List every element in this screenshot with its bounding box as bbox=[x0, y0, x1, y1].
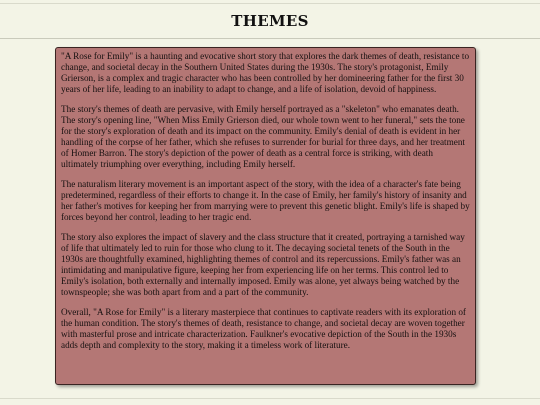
paragraph-conclusion: Overall, "A Rose for Emily" is a literary masterpiece that continues to captivate readers with its exploration of the human condition. The story's themes of death, resistance to change, and societal decay are woven together with masterful prose and intricate characterization. Faulkner's evocative depiction of the South in the 1930s adds depth and complexity to the story, making it a timeless work of literature. bbox=[61, 307, 466, 350]
paragraph-death: The story's themes of death are pervasive, with Emily herself portrayed as a "skeleton" who emanates death. The story's opening line, "When Miss Emily Grierson died, our whole town went to her funeral," sets the tone for the story's exploration of death and its impact on the community. Emily's denial of death is evident in her handling of the corpse of her father, which she refuses to surrender for burial for three days, and her treatment of Homer Barron. The story's depiction of the power of death as a central force is striking, with death ultimately triumphing over everything, including Emily herself. bbox=[61, 104, 465, 169]
title-divider bbox=[0, 38, 540, 39]
themes-card bbox=[55, 47, 476, 385]
page-title: THEMES bbox=[231, 12, 309, 30]
paragraph-naturalism: The naturalism literary movement is an important aspect of the story, with the idea of a character's fate being predetermined, regardless of their efforts to change it. In the case of Emily, her family's history of insanity and her father's motives for keeping her from marrying were to prevent this genetic blight. Emily's life is shaped by forces beyond her control, leading to her tragic end. bbox=[61, 179, 470, 222]
paragraph-slavery-class: The story also explores the impact of slavery and the class structure that it created, portraying a tarnished way of life that ultimately led to ruin for those who clung to it. The decaying societal tenets of the South in the 1930s are thoughtfully examined, highlighting themes of control and its repercussions. Emily's father was an intimidating and manipulative figure, keeping her from experiencing life on her terms. This control led to Emily's isolation, both externally and internally imposed. Emily was alone, yet always being watched by the townspeople; she was both apart from and a part of the community. bbox=[61, 232, 465, 297]
paragraph-intro: "A Rose for Emily" is a haunting and evocative short story that explores the dark themes of death, resistance to change, and societal decay in the Southern United States during the 1930s. The story's protagonist, Emily Grierson, is a complex and tragic character who has been controlled by her domineering father for the first 30 years of her life, leading to an inability to adapt to change, and a life of isolation, devoid of happiness. bbox=[61, 51, 470, 94]
bottom-divider bbox=[0, 398, 540, 399]
top-divider bbox=[0, 3, 540, 4]
